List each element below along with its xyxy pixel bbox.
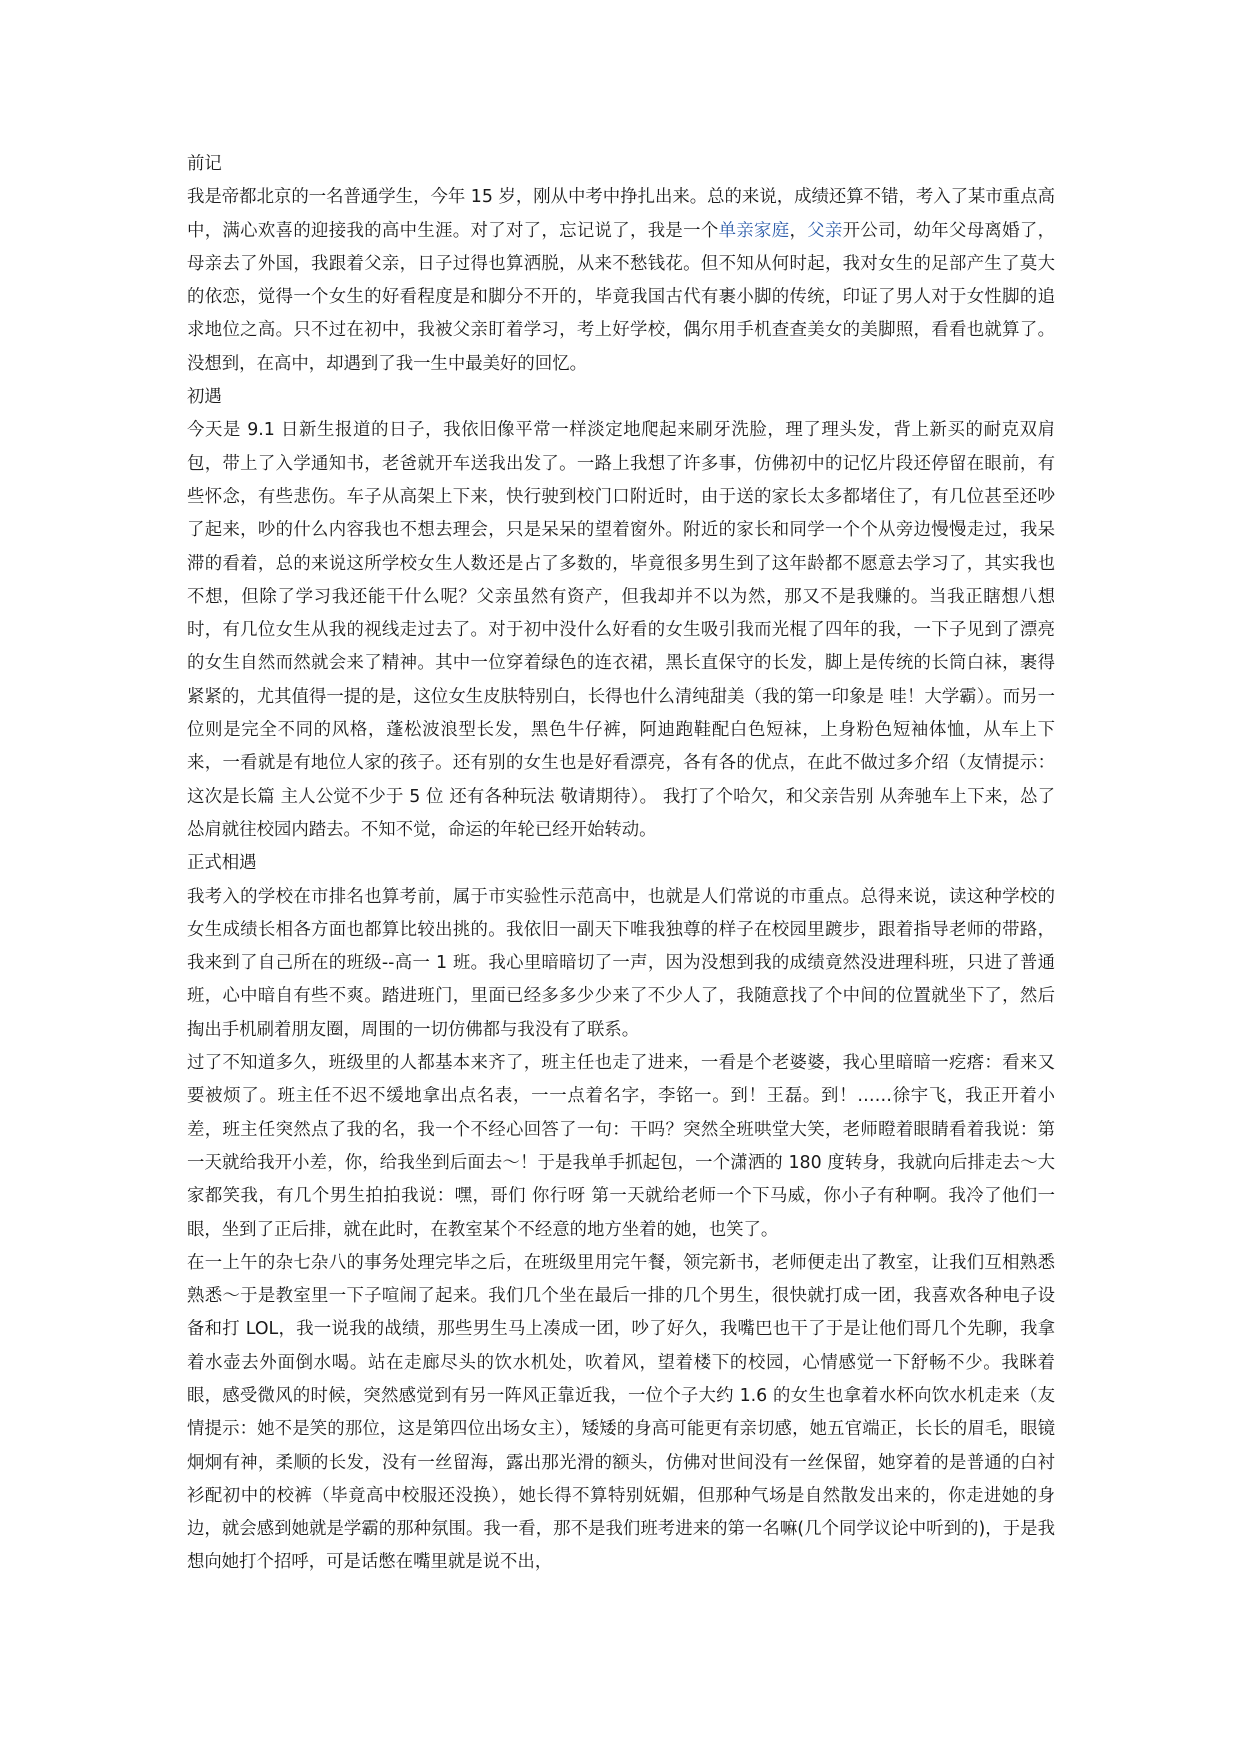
- section-heading-formal-meeting: 正式相遇: [187, 853, 257, 874]
- link-father[interactable]: 父亲: [807, 220, 843, 241]
- paragraph-formal-meeting-1: 我考入的学校在市排名也算考前，属于市实验性示范高中，也就是人们常说的市重点。总得来说，读这种学校的女生成绩长相各方面也都算比较出挑的。我依旧一副天下唯我独尊的样子在校园里踱步，跟着指导老师的带路，我来到了自己所在的班级--高一 1 班。我心里暗暗切了一声，因为没想到我的成绩竟然没进理科班，只进了普通班，心中暗自有些不爽。踏进班门，里面已经多多少少来了不少人了，我随意找了个中间的位置就坐下了，然后掏出手机刷着朋友圈，周围的一切仿佛都与我没有了联系。: [187, 886, 1055, 1040]
- section-heading-foreword: 前记: [187, 154, 222, 174]
- paragraph-first-meeting: 今天是 9.1 日新生报道的日子，我依旧像平常一样淡定地爬起来刷牙洗脸，理了理头发，背上新买的耐克双肩包，带上了入学通知书，老爸就开车送我出发了。一路上我想了许多事，仿佛初中的记忆片段还停留在眼前，有些怀念，有些悲伤。车子从高架上下来，快行驶到校门口附近时，由于送的家长太多都堵住了，有几位甚至还吵了起来，吵的什么内容我也不想去理会，只是呆呆的望着窗外。附近的家长和同学一个个从旁边慢慢走过，我呆滞的看着，总的来说这所学校女生人数还是占了多数的，毕竟很多男生到了这年龄都不愿意去学习了，其实我也不想，但除了学习我还能干什么呢？父亲虽然有资产，但我却并不以为然，那又不是我赚的。当我正瞎想八想时，有几位女生从我的视线走过去了。对于初中没什么好看的女生吸引我而光棍了四年的我，一下子见到了漂亮的女生自然而然就会来了精神。其中一位穿着绿色的连衣裙，黑长直保守的长发，脚上是传统的长筒白袜，裹得紧紧的，尤其值得一提的是，这位女生皮肤特别白，长得也什么清纯甜美（我的第一印象是 哇！大学霸）。而另一位则是完全不同的风格，蓬松波浪型长发，黑色牛仔裤，阿迪跑鞋配白色短袜，上身粉色短袖体恤，从车上下来，一看就是有地位人家的孩子。还有别的女生也是好看漂亮，各有各的优点，在此不做过多介绍（友情提示：这次是长篇 主人公觉不少于 5 位 还有各种玩法 敬请期待）。 我打了个哈欠，和父亲告别 从奔驰车上下来，怂了怂肩就往校园内踏去。不知不觉，命运的年轮已经开始转动。: [187, 420, 1055, 840]
- link-single-parent-family[interactable]: 单亲家庭: [718, 220, 790, 241]
- paragraph-text: ，: [789, 220, 808, 241]
- section-heading-first-meeting: 初遇: [187, 387, 222, 408]
- paragraph-formal-meeting-2: 过了不知道多久，班级里的人都基本来齐了，班主任也走了进来，一看是个老婆婆，我心里暗暗一疙瘩：看来又要被烦了。班主任不迟不缓地拿出点名表，一一点着名字，李铭一。到！王磊。到！……徐宇飞，我正开着小差，班主任突然点了我的名，我一个不经心回答了一句：干吗？突然全班哄堂大笑，老师瞪着眼睛看着我说：第一天就给我开小差，你，给我坐到后面去～！于是我单手抓起包，一个潇洒的 180 度转身，我就向后排走去～大家都笑我，有几个男生拍拍我说：嘿，哥们 你行呀 第一天就给老师一个下马威，你小子有种啊。我冷了他们一眼，坐到了正后排，就在此时，在教室某个不经意的地方坐着的她，也笑了。: [187, 1053, 1055, 1240]
- paragraph-text: 开公司，幼年父母离婚了，母亲去了外国，我跟着父亲，日子过得也算洒脱，从来不愁钱花。但不知从何时起，我对女生的足部产生了莫大的依恋，觉得一个女生的好看程度是和脚分不开的，毕竟我国古代有裹小脚的传统，印证了男人对于女性脚的追求地位之高。只不过在初中，我被父亲盯着学习，考上好学校，偶尔用手机查查美女的美脚照，看看也就算了。没想到，在高中，却遇到了我一生中最美好的回忆。: [187, 220, 1055, 374]
- paragraph-text: 我是帝都北京的一名普通学生，今年 15 岁，刚从中考中挣扎出来。总的来说，成绩还算不错，考入了某市重点高中，满心欢喜的迎接我的高中生涯。对了对了，忘记说了，我是一个: [187, 187, 1055, 241]
- paragraph-foreword: [187, 181, 1055, 381]
- document-body: [187, 148, 1055, 1580]
- paragraph-formal-meeting-3: 在一上午的杂七杂八的事务处理完毕之后，在班级里用完午餐，领完新书，老师便走出了教室，让我们互相熟悉熟悉～于是教室里一下子喧闹了起来。我们几个坐在最后一排的几个男生，很快就打成一团，我喜欢各种电子设备和打 LOL，我一说我的战绩，那些男生马上凑成一团，吵了好久，我嘴巴也干了于是让他们哥几个先聊，我拿着水壶去外面倒水喝。站在走廊尽头的饮水机处，吹着风，望着楼下的校园，心情感觉一下舒畅不少。我眯着眼，感受微风的时候，突然感觉到有另一阵风正靠近我，一位个子大约 1.6 的女生也拿着水杯向饮水机走来（友情提示：她不是笑的那位，这是第四位出场女主），矮矮的身高可能更有亲切感，她五官端正，长长的眉毛，眼镜炯炯有神，柔顺的长发，没有一丝留海，露出那光滑的额头，仿佛对世间没有一丝保留，她穿着的是普通的白衬衫配初中的校裤（毕竟高中校服还没换），她长得不算特别妩媚，但那种气场是自然散发出来的，你走进她的身边，就会感到她就是学霸的那种氛围。我一看，那不是我们班考进来的第一名嘛(几个同学议论中听到的)，于是我想向她打个招呼，可是话憋在嘴里就是说不出，: [187, 1252, 1055, 1573]
